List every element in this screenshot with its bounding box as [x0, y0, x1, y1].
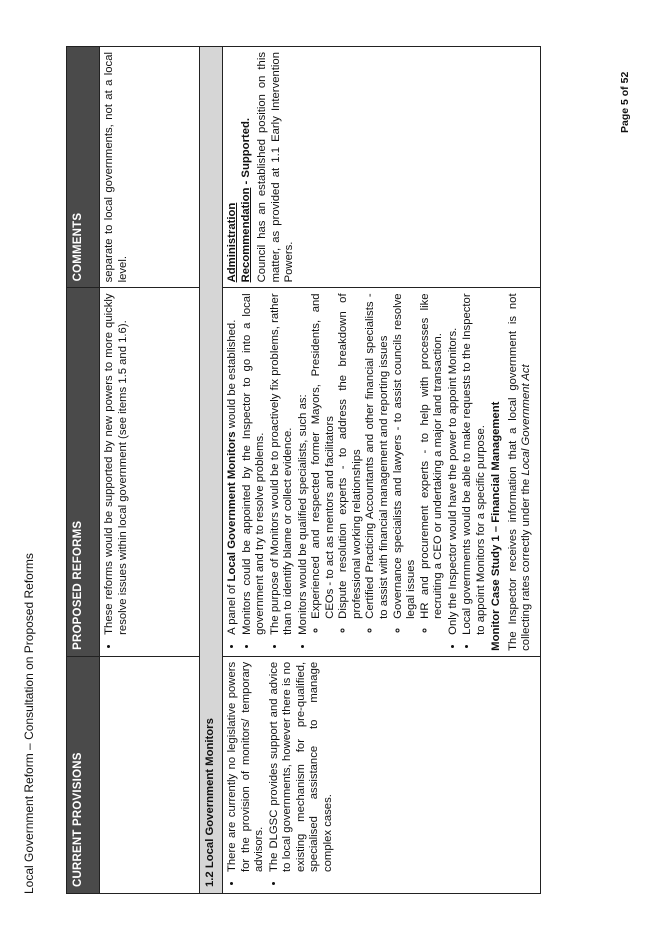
column-header-current: CURRENT PROVISIONS [67, 656, 100, 893]
reform-bullet [226, 293, 240, 634]
table-header-row [67, 47, 100, 894]
comment-heading-line2: Recommendation [239, 187, 252, 283]
page-number: Page 5 of 52 [619, 71, 631, 133]
case-study-text [507, 293, 534, 650]
current-bullet: • The DLGSC provides support and advice to local governments, however there is no existing mechanism for pre-qualified, specialised assistance to manage complex cases. [268, 662, 336, 872]
reform-bullet: • The purpose of Monitors would be to proactively fix problems, rather than to identify blame or collect evidence. [269, 293, 296, 634]
reform-bullet: • Only the Inspector would have the power to appoint Monitors. [447, 293, 461, 634]
specialist-item: ◦ Governance specialists and lawyers - to assist councils resolve legal issues [392, 293, 419, 618]
reform-text: Monitors would be qualified specialists, such as: [296, 394, 309, 635]
current-bullet: • There are currently no legislative powers for the provision of monitors/ temporary advisors. [226, 662, 267, 872]
comment-heading [226, 52, 253, 282]
document-header: Local Government Reform – Consultation on Proposed Reforms [22, 553, 36, 894]
reform-bullet: • Local governments would be able to make requests to the Inspector to appoint Monitors for a specific purpose. [461, 293, 488, 634]
case-study-title: Monitor Case Study 1 – Financial Management [490, 401, 503, 651]
reform-table [66, 46, 541, 894]
act-name: Local Government Act [520, 364, 533, 476]
monitors-term: Local Government Monitors [226, 431, 238, 582]
column-header-proposed: PROPOSED REFORMS [67, 288, 100, 656]
table-row [223, 47, 541, 894]
current-provisions-cell [223, 656, 541, 893]
reform-text: A panel of [226, 581, 238, 635]
comment-heading-suffix: - Supported. [239, 117, 252, 188]
proposed-reforms-cell [223, 288, 541, 656]
comment-cell-continued [100, 47, 200, 288]
reform-text: would be established. [226, 319, 238, 432]
case-study-body: The Inspector receives information that a local government is not collecting rates correctly under the [506, 293, 533, 651]
reform-bullet [297, 293, 446, 634]
reform-bullet: • These reforms would be supported by new powers to more quickly resolve issues within local government (see items 1.5 and 1.6). [103, 293, 130, 634]
comment-text: Council has an established position on this matter, as provided at 1.1 Early Intervention Powers. [256, 52, 296, 283]
specialist-item: ◦ Dispute resolution experts - to address the breakdown of professional working relationships [337, 293, 364, 618]
reform-cell-continued [100, 288, 200, 656]
current-cell-continued [100, 656, 200, 893]
specialist-item: ◦ HR and procurement experts - to help with processes like recruiting a CEO or undertaking a major land transaction. [419, 293, 446, 618]
specialist-item: ◦ Certified Practicing Accountants and other financial specialists - to assist with financial management and reporting issues [364, 293, 391, 618]
section-row [200, 47, 223, 894]
comment-heading-line1: Administration [226, 202, 238, 283]
specialist-item: ◦ Experienced and respected former Mayors, Presidents, and CEOs - to act as mentors and facilitators [310, 293, 337, 618]
column-header-comments: COMMENTS [67, 47, 100, 288]
section-title: 1.2 Local Government Monitors [200, 47, 223, 894]
reform-bullet: • Monitors could be appointed by the Inspector to go into a local government and try to resolve problems. [241, 293, 268, 634]
table-row [100, 47, 200, 894]
comment-text: separate to local governments, not at a local level. [103, 52, 129, 283]
comments-cell [223, 47, 541, 288]
